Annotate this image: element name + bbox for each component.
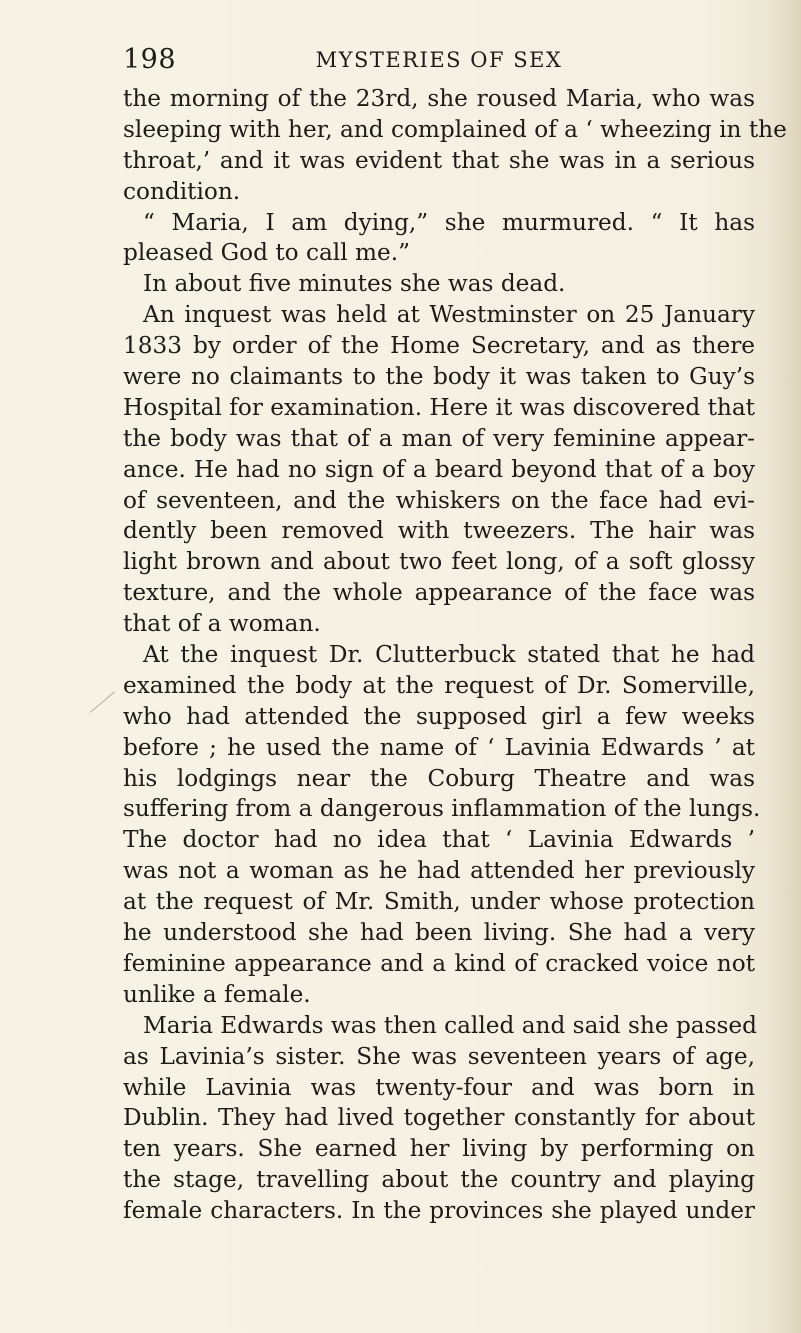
text-line: Dublin. They had lived together constantly for about [123, 1104, 755, 1132]
text-line: pleased God to call me.” [123, 239, 410, 267]
text-line: female characters. In the provinces she played under [123, 1197, 755, 1225]
text-line: the body was that of a man of very feminine appear- [123, 424, 755, 452]
text-line: unlike a female. [123, 980, 311, 1008]
text-line: he understood she had been living. She had a very [123, 919, 755, 947]
body-text [123, 84, 787, 1227]
text-line: that of a woman. [123, 610, 321, 638]
text-line: throat,’ and it was evident that she was in a serious [123, 146, 755, 174]
margin-pencil-mark [90, 692, 115, 713]
text-line: were no claimants to the body it was taken to Guy’s [123, 363, 755, 391]
text-line: texture, and the whole appearance of the face was [123, 579, 755, 607]
text-line: of seventeen, and the whiskers on the face had evi- [123, 486, 755, 514]
page-number: 198 [123, 44, 177, 75]
text-line: suffering from a dangerous inflammation of the lungs. [123, 795, 761, 823]
text-line: at the request of Mr. Smith, under whose protection [123, 888, 755, 916]
text-line: Hospital for examination. Here it was discovered that [123, 393, 755, 421]
text-line: as Lavinia’s sister. She was seventeen years of age, [123, 1042, 755, 1070]
text-line: condition. [123, 177, 241, 205]
text-line: ance. He had no sign of a beard beyond that of a boy [123, 455, 755, 483]
text-line: before ; he used the name of ‘ Lavinia Edwards ’ at [123, 733, 755, 761]
text-line: while Lavinia was twenty-four and was born in [123, 1073, 755, 1101]
text-line: In about five minutes she was dead. [143, 270, 566, 298]
text-line: feminine appearance and a kind of cracked voice not [123, 949, 755, 977]
text-line: the morning of the 23rd, she roused Maria, who was [123, 85, 755, 112]
text-line: The doctor had no idea that ‘ Lavinia Edwards ’ [123, 826, 755, 854]
text-line: light brown and about two feet long, of a soft glossy [123, 548, 755, 576]
text-line: Maria Edwards was then called and said she passed [143, 1011, 757, 1039]
text-line: examined the body at the request of Dr. Somerville, [123, 671, 755, 699]
text-line: who had attended the supposed girl a few weeks [123, 702, 755, 730]
text-line: An inquest was held at Westminster on 25 January [143, 301, 755, 329]
text-line: his lodgings near the Coburg Theatre and was [123, 764, 755, 792]
text-line: “ Maria, I am dying,” she murmured. “ It has [143, 208, 755, 236]
text-line: sleeping with her, and complained of a ‘ wheezing in the [123, 115, 787, 143]
page-header [123, 44, 755, 80]
running-head: MYSTERIES OF SEX [315, 48, 563, 72]
text-line: ten years. She earned her living by performing on [123, 1135, 755, 1163]
text-line: dently been removed with tweezers. The hair was [123, 517, 755, 545]
text-line: At the inquest Dr. Clutterbuck stated that he had [143, 641, 755, 669]
text-line: the stage, travelling about the country and playing [123, 1166, 755, 1194]
text-line: was not a woman as he had attended her previously [123, 857, 755, 885]
text-line: 1833 by order of the Home Secretary, and as there [123, 332, 755, 360]
